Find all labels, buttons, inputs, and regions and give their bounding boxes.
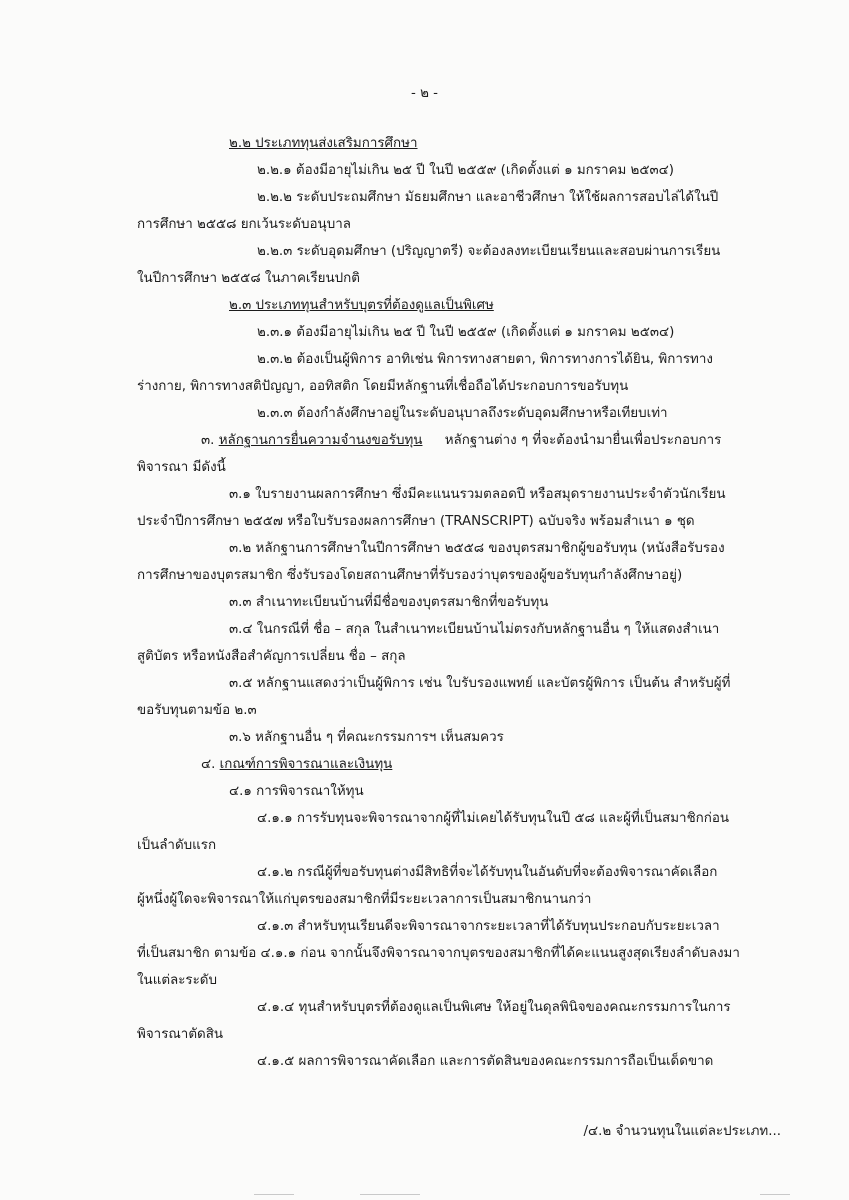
heading-2-2: ๒.๒ ประเภททุนส่งเสริมการศึกษา <box>229 136 418 151</box>
scan-mark <box>760 1194 790 1195</box>
clause-2-3-2-cont: ร่างกาย, พิการทางสติปัญญา, ออทิสติก โดยมีหลักฐานที่เชื่อถือได้ประกอบการขอรับทุน <box>137 379 629 394</box>
scan-mark <box>360 1194 420 1195</box>
clause-3-4-cont: สูติบัตร หรือหนังสือสำคัญการเปลี่ยน ชื่อ – สกุล <box>137 649 406 664</box>
clause-2-2-2-cont: การศึกษา ๒๕๕๘ ยกเว้นระดับอนุบาล <box>137 217 351 232</box>
clause-2-3-1: ๒.๓.๑ ต้องมีอายุไม่เกิน ๒๕ ปี ในปี ๒๕๕๙ (เกิดตั้งแต่ ๑ มกราคม ๒๕๓๔) <box>257 325 675 340</box>
clause-2-2-1: ๒.๒.๑ ต้องมีอายุไม่เกิน ๒๕ ปี ในปี ๒๕๕๙ (เกิดตั้งแต่ ๑ มกราคม ๒๕๓๔) <box>257 163 675 178</box>
heading-3-number: ๓. <box>201 433 215 448</box>
scan-mark <box>254 1194 294 1195</box>
clause-3-2-cont: การศึกษาของบุตรสมาชิก ซึ่งรับรองโดยสถานศึกษาที่รับรองว่าบุตรของผู้ขอรับทุนกำลังศึกษาอยู่) <box>137 568 683 583</box>
clause-3-5: ๓.๕ หลักฐานแสดงว่าเป็นผู้พิการ เช่น ใบรับรองแพทย์ และบัตรผู้พิการ เป็นต้น สำหรับผู้ที่ <box>229 676 731 691</box>
clause-3-3: ๓.๓ สำเนาทะเบียนบ้านที่มีชื่อของบุตรสมาชิกที่ขอรับทุน <box>229 595 549 610</box>
heading-3-cont: พิจารณา มีดังนี้ <box>137 460 226 475</box>
clause-3-6: ๓.๖ หลักฐานอื่น ๆ ที่คณะกรรมการฯ เห็นสมควร <box>229 730 504 745</box>
continuation-note: /๔.๒ จำนวนทุนในแต่ละประเภท... <box>583 1124 781 1139</box>
clause-2-2-3: ๒.๒.๓ ระดับอุดมศึกษา (ปริญญาตรี) จะต้องลงทะเบียนเรียนและสอบผ่านการเรียน <box>257 244 721 259</box>
clause-4-1-3-cont: ที่เป็นสมาชิก ตามข้อ ๔.๑.๑ ก่อน จากนั้นจึงพิจารณาจากบุตรของสมาชิกที่ได้คะแนนสูงสุดเรียงลำดับลงมา <box>137 946 740 961</box>
clause-3-2: ๓.๒ หลักฐานการศึกษาในปีการศึกษา ๒๕๕๘ ของบุตรสมาชิกผู้ขอรับทุน (หนังสือรับรอง <box>229 541 725 556</box>
clause-4-1-1-cont: เป็นลำดับแรก <box>137 838 217 853</box>
clause-4-1-4-cont: พิจารณาตัดสิน <box>137 1027 224 1042</box>
clause-3-4: ๓.๔ ในกรณีที่ ชื่อ – สกุล ในสำเนาทะเบียนบ้านไม่ตรงกับหลักฐานอื่น ๆ ให้แสดงสำเนา <box>229 622 720 637</box>
heading-3-title: หลักฐานการยื่นความจำนงขอรับทุน <box>218 433 423 448</box>
clause-4-1-3: ๔.๑.๓ สำหรับทุนเรียนดีจะพิจารณาจากระยะเวลาที่ได้รับทุนประกอบกับระยะเวลา <box>257 919 720 934</box>
clause-4-1-4: ๔.๑.๔ ทุนสำหรับบุตรที่ต้องดูแลเป็นพิเศษ ให้อยู่ในดุลพินิจของคณะกรรมการในการ <box>257 1000 731 1015</box>
heading-4-title: เกณฑ์การพิจารณาและเงินทุน <box>219 757 393 772</box>
clause-3-1: ๓.๑ ใบรายงานผลการศึกษา ซึ่งมีคะแนนรวมตลอดปี หรือสมุดรายงานประจำตัวนักเรียน <box>229 487 726 502</box>
clause-3-5-cont: ขอรับทุนตามข้อ ๒.๓ <box>137 703 257 718</box>
clause-3-1-cont: ประจำปีการศึกษา ๒๕๕๗ หรือใบรับรองผลการศึกษา (TRANSCRIPT) ฉบับจริง พร้อมสำเนา ๑ ชุด <box>137 514 695 529</box>
clause-2-3-3: ๒.๓.๓ ต้องกำลังศึกษาอยู่ในระดับอนุบาลถึงระดับอุดมศึกษาหรือเทียบเท่า <box>257 406 668 421</box>
page-number: - ๒ - <box>410 86 438 101</box>
clause-2-2-3-cont: ในปีการศึกษา ๒๕๕๘ ในภาคเรียนปกติ <box>137 271 360 286</box>
clause-4-1-2-cont: ผู้หนึ่งผู้ใดจะพิจารณาให้แก่บุตรของสมาชิกที่มีระยะเวลาการเป็นสมาชิกนานกว่า <box>137 892 592 907</box>
heading-4-number: ๔. <box>201 757 216 772</box>
heading-3 <box>201 431 721 451</box>
clause-2-2-2: ๒.๒.๒ ระดับประถมศึกษา มัธยมศึกษา และอาชีวศึกษา ให้ใช้ผลการสอบไล่ได้ในปี <box>257 190 719 205</box>
clause-4-1-3-cont-2: ในแต่ละระดับ <box>137 973 217 988</box>
heading-4 <box>201 755 392 775</box>
heading-3-rest: หลักฐานต่าง ๆ ที่จะต้องนำมายื่นเพื่อประกอบการ <box>444 433 722 448</box>
clause-4-1-1: ๔.๑.๑ การรับทุนจะพิจารณาจากผู้ที่ไม่เคยได้รับทุนในปี ๕๘ และผู้ที่เป็นสมาชิกก่อน <box>257 811 730 826</box>
clause-2-3-2: ๒.๓.๒ ต้องเป็นผู้พิการ อาทิเช่น พิการทางสายตา, พิการทางการได้ยิน, พิการทาง <box>257 352 713 367</box>
heading-2-3: ๒.๓ ประเภททุนสำหรับบุตรที่ต้องดูแลเป็นพิเศษ <box>229 298 494 313</box>
clause-4-1-2: ๔.๑.๒ กรณีผู้ที่ขอรับทุนต่างมีสิทธิที่จะได้รับทุนในอันดับที่จะต้องพิจารณาคัดเลือก <box>257 865 718 880</box>
clause-4-1: ๔.๑ การพิจารณาให้ทุน <box>229 784 364 799</box>
clause-4-1-5: ๔.๑.๕ ผลการพิจารณาคัดเลือก และการตัดสินของคณะกรรมการถือเป็นเด็ดขาด <box>257 1054 714 1069</box>
